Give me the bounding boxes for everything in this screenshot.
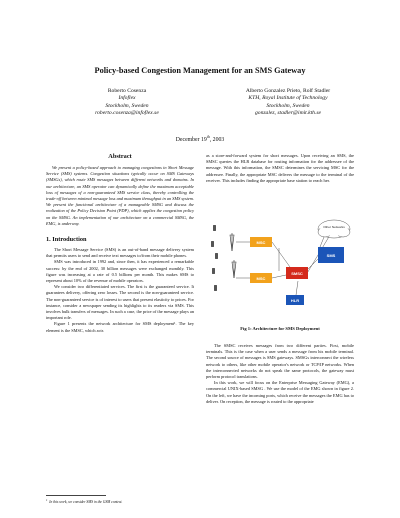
intro-heading: 1. Introduction xyxy=(46,236,87,244)
author-location: Stockholm, Sweden xyxy=(266,102,310,109)
author-location: Stockholm, Sweden xyxy=(105,102,149,109)
author-name: Alberto Gonzalez Prieto, Rolf Stadler xyxy=(245,88,331,94)
paper-title: Policy-based Congestion Management for an SMS Gateway xyxy=(94,66,306,75)
figure-caption: Fig 1: Architecture for SMS Deployment xyxy=(240,326,320,331)
right-column-bottom xyxy=(206,343,354,405)
sms-label: SMS xyxy=(326,253,336,258)
author-email: roberto.cosenza@infoflex.se xyxy=(95,110,159,117)
intro-body xyxy=(46,247,194,334)
intro-paragraph: SMS was introduced in 1992 and, since then, it has experienced a remarkable success: by the end of 2002, 30 billion messages were exchanged monthly. This figure was increasing at a rate of 0.5 billions per month. This makes SMS to represent about 10% of the revenue of mobile operators. xyxy=(46,259,194,284)
body-paragraph: The SMSC receives messages from two different parties. First, mobile terminals. This is the case when a user sends a message from his mobile terminal. The second source of messages is SMS gateways. SMSGs interconnect the wireless network to others, like other mobile operator's network or TCP/IP networks. When the interconnected networks do not speak the same protocols, the gateway must perform protocol translations. xyxy=(206,343,354,380)
footnote-rule xyxy=(46,495,106,496)
intro-paragraph: Figure 1 presents the network architecture for SMS deployment¹. The key element is the SMSC, which acts xyxy=(46,321,194,333)
author-name: Roberto Cosenza xyxy=(107,88,147,94)
body-paragraph: as a store-and-forward system for short messages. Upon receiving an SMS, the SMSC queries the HLR database for routing information for the addressee of the message. With this information, the SMSC determines the servicing MSC for the addressee. Finally, the appropriate MSC delivers the message to the terminal of the receiver. This includes finding the appropriate base station to reach her. xyxy=(206,153,354,183)
sms-architecture-diagram xyxy=(206,215,354,315)
msc-label: MSC xyxy=(256,276,266,281)
author-block-2 xyxy=(198,88,378,118)
hlr-label: HLR xyxy=(290,298,300,303)
abstract-text: We present a policy-based approach to managing congestions in Short Message Service (SMS) systems. Congestion situations typically occur on SMS Gateways (SMSGs), which route SMS messages between different networks and domains. In our architecture, an SMS operator can dynamically define the maximum acceptable loss of messages of a non-guaranteed SMS service class, thereby controlling the trade-off between minimal message loss and maximum throughput in an SMS system. We present the functional architecture of a manageable SMSG and discuss the realization of the Policy Decision Point (PDP), which applies the congestion policy on the SMSG. An implementation of our architecture on a commercial SMSG, the EMG, is underway. xyxy=(46,165,194,226)
cloud-label: Other Networks xyxy=(323,225,345,229)
figure-1 xyxy=(206,215,354,315)
smsc-label: SMSC xyxy=(291,271,303,276)
intro-paragraph: We consider two differentiated services. The first is the guaranteed service. It guarantees delivery, offering zero losses. The second is the non-guaranteed service. The non-guaranteed service is of interest to users that present elasticity to prices. For instance, consider a newspaper sending its highlights to its readers via SMS. This involves bulk transfers of messages. In such a case, the price of the message plays an important role. xyxy=(46,284,194,321)
left-column xyxy=(46,153,194,334)
msc-label: MSC xyxy=(256,240,266,245)
author-affiliation: KTH, Royal Institute of Technology xyxy=(248,95,328,102)
body-paragraph: In this work, we will focus on the Enterprise Messaging Gateway (EMG), a commercial UNIX-based SMSG . We use the model of the EMG shown in figure 2. On the left, we have the incoming ports, which receive the messages the EMG has to deliver. On reception, the message is routed to the appropriate xyxy=(206,380,354,404)
mobile-phone-icon xyxy=(211,225,218,291)
paper-date: December 19th, 2003 xyxy=(175,135,225,143)
author-email: gonzalez, stadler@imit.kth.se xyxy=(254,110,322,117)
right-column-top xyxy=(206,153,354,184)
antenna-icon xyxy=(230,233,236,278)
abstract-heading: Abstract xyxy=(108,153,132,160)
author-affiliation: Infoflex xyxy=(118,95,136,102)
cloud-icon xyxy=(318,220,350,238)
footnote: $^1$ In this work, we consider SMS in the GSM context. xyxy=(46,498,123,505)
intro-paragraph: The Short Message Service (SMS) is an out-of-band message delivery system that permits users to send and receive text messages to/from their mobile phones. xyxy=(46,247,194,259)
author-block-1 xyxy=(42,88,212,118)
